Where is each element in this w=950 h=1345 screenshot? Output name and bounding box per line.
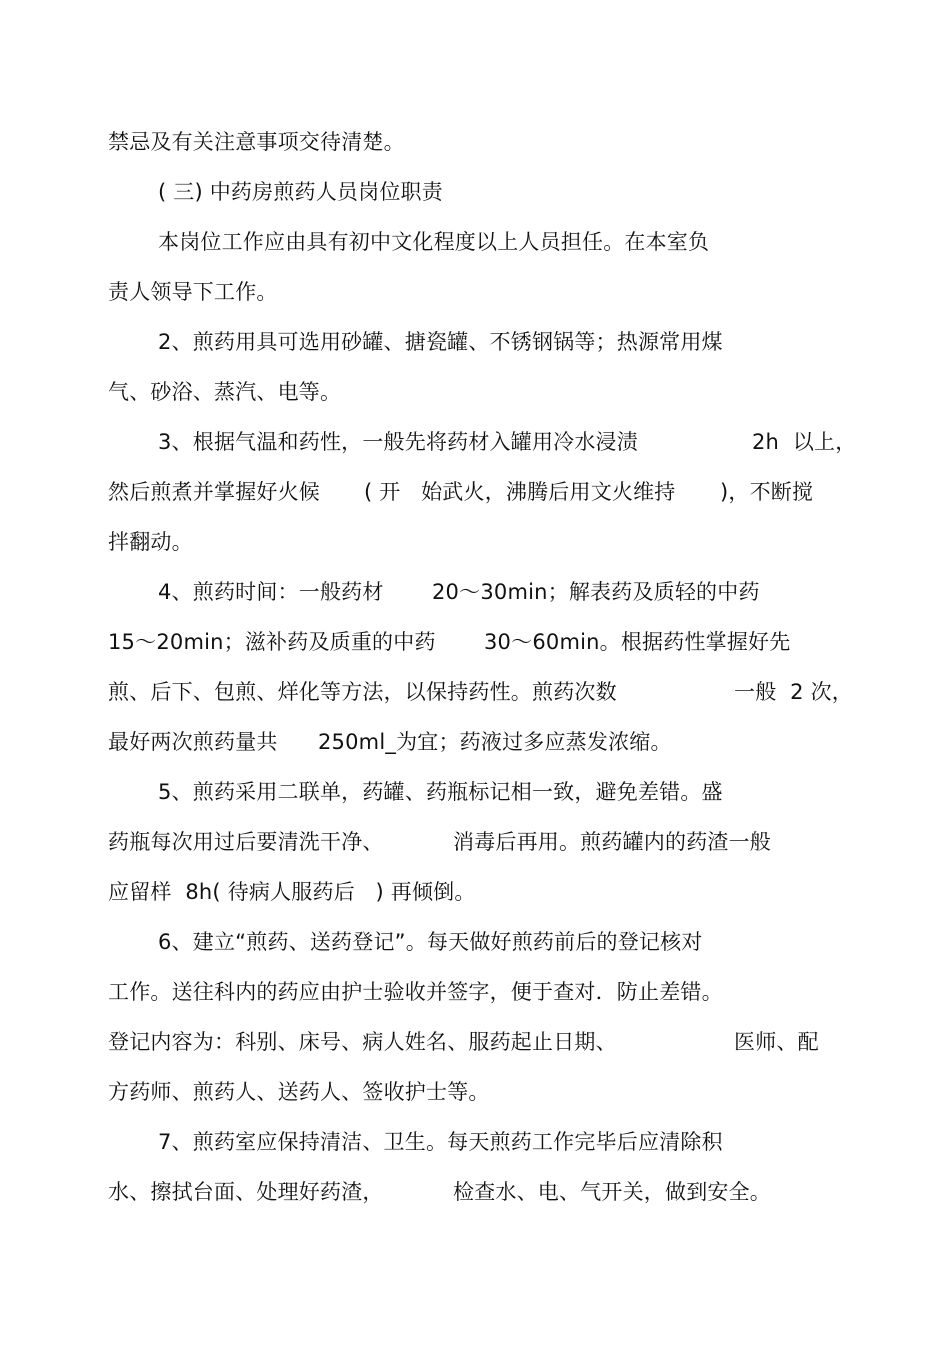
text-segment: 3、根据气温和药性，一般先将药材入罐用冷水浸渍 [158,430,638,454]
paragraph-line: 禁忌及有关注意事项交待清楚。 [108,130,405,154]
text-segment: 煎、后下、包煎、烊化等方法，以保持药性。煎药次数 [108,680,617,704]
text-segment: ( 开 始武火，沸腾后用文火维持 [364,480,676,504]
text-segment: 30～60min。根据药性掌握好先 [484,630,791,654]
paragraph-line [108,628,791,656]
text-segment: 250ml_为宜；药液过多应蒸发浓缩。 [318,730,672,754]
section-heading: ( 三) 中药房煎药人员岗位职责 [158,180,443,204]
paragraph-line [158,428,857,456]
text-segment: 水、擦拭台面、处理好药渣， [108,1180,384,1204]
text-segment: 检查水、电、气开关，做到安全。 [453,1180,771,1204]
paragraph-line: 气、砂浴、蒸汽、电等。 [108,380,342,404]
paragraph-line: 方药师、煎药人、送药人、签收护士等。 [108,1080,490,1104]
paragraph-line [108,678,853,706]
paragraph-line [108,1178,771,1206]
text-segment: 一般 2 次， [734,680,853,704]
text-segment: 消毒后再用。煎药罐内的药渣一般 [453,830,771,854]
text-segment: 最好两次煎药量共 [108,730,278,754]
text-segment: 4、煎药时间：一般药材 [158,580,384,604]
paragraph-line: 应留样 8h( 待病人服药后 ) 再倾倒。 [108,880,476,904]
paragraph-line: 拌翻动。 [108,530,193,554]
text-segment: 药瓶每次用过后要清洗干净、 [108,830,384,854]
text-segment: 然后煎煮并掌握好火候 [108,480,320,504]
paragraph-line: 工作。送往科内的药应由护士验收并签字，便于查对．防止差错。 [108,980,723,1004]
paragraph-line [108,478,814,506]
text-segment: )，不断搅 [720,480,814,504]
text-segment: 20～30min；解表药及质轻的中药 [432,580,760,604]
paragraph-line: 责人领导下工作。 [108,280,278,304]
paragraph-line [108,828,771,856]
paragraph-line [108,1028,819,1056]
text-segment: 登记内容为：科别、床号、病人姓名、服药起止日期、 [108,1030,617,1054]
paragraph-line: 7、煎药室应保持清洁、卫生。每天煎药工作完毕后应清除积 [158,1130,723,1154]
paragraph-line: 5、煎药采用二联单，药罐、药瓶标记相一致，避免差错。盛 [158,780,723,804]
text-segment: 15～20min；滋补药及质重的中药 [108,630,436,654]
paragraph-line: 本岗位工作应由具有初中文化程度以上人员担任。在本室负 [158,230,710,254]
paragraph-line: 2、煎药用具可选用砂罐、搪瓷罐、不锈钢锅等；热源常用煤 [158,330,723,354]
text-segment: 医师、配 [734,1030,819,1054]
paragraph-line: 6、建立“煎药、送药登记”。每天做好煎药前后的登记核对 [158,930,703,954]
paragraph-line [158,578,760,606]
paragraph-line [108,728,672,756]
text-segment: 2h 以上， [752,430,857,454]
